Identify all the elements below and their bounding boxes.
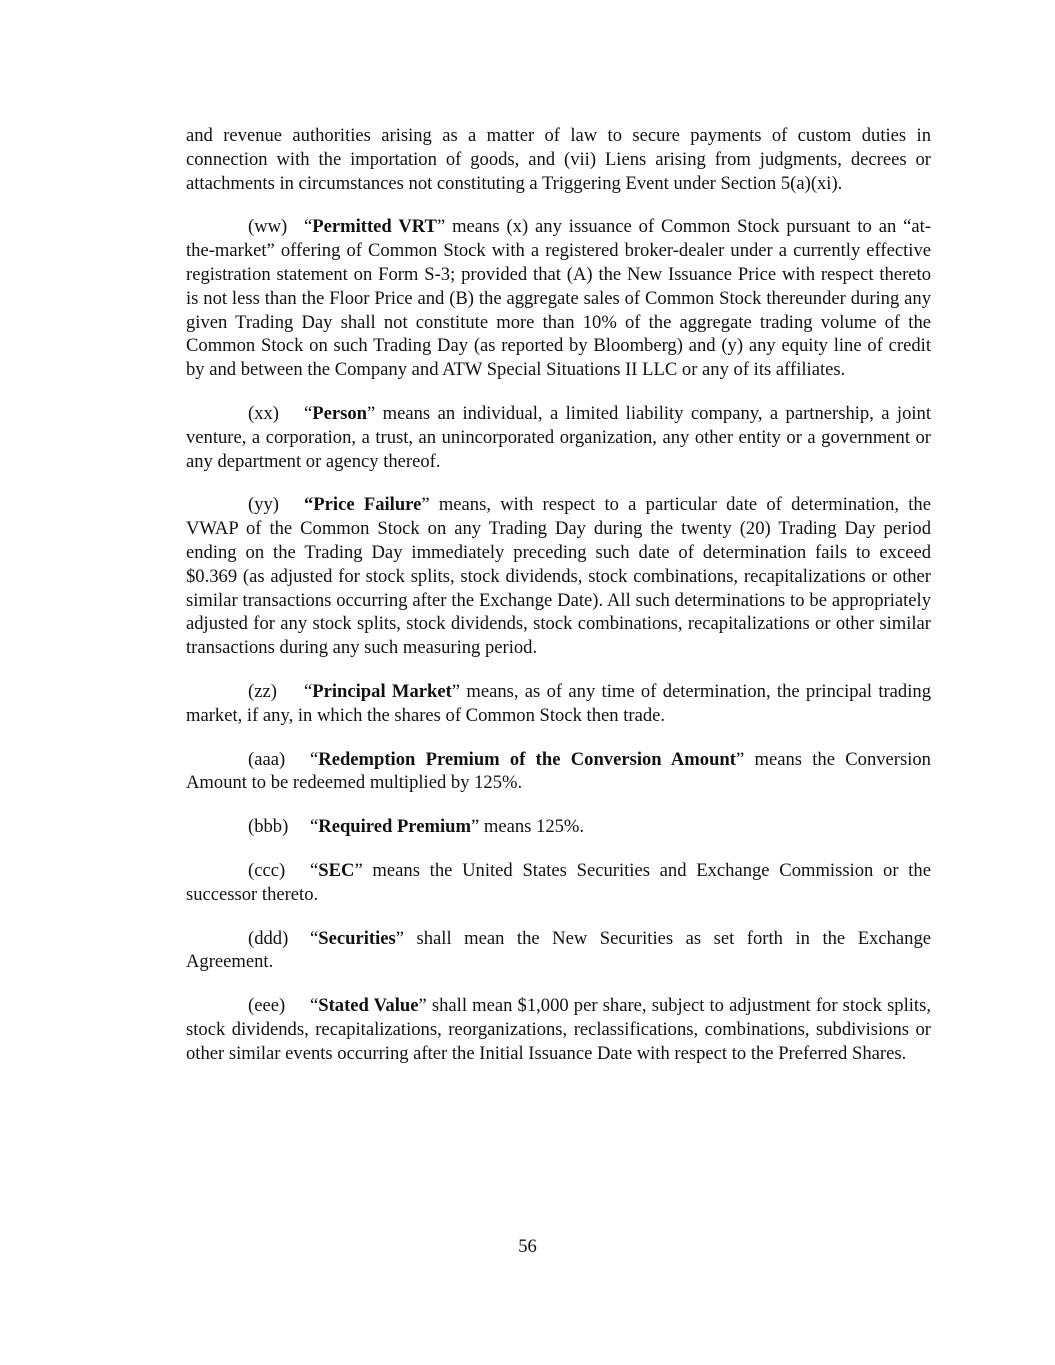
document-page (186, 124, 931, 1086)
defined-term: “Price Failure (304, 494, 422, 516)
definition-text: ” means an individual, a limited liability company, a partnership, a joint venture, a corporation, a trust, an unincorporated organization, any other entity or a government or any department or agency thereof. (186, 402, 931, 472)
definition-text: ” shall mean $1,000 per share, subject to adjustment for stock splits, stock dividends, recapitalizations, reorganizations, reclassifications, combinations, subdivisions or other similar events occurring after the Initial Issuance Date with respect to the Preferred Shares. (186, 995, 931, 1064)
defined-term: Redemption Premium of the Conversion Amount (318, 748, 736, 770)
section-number: (ww) (248, 216, 288, 238)
continuation-paragraph (186, 124, 931, 195)
definition-required-premium (186, 815, 931, 839)
section-number: (zz) (248, 680, 277, 702)
defined-term: Stated Value (318, 995, 419, 1017)
section-number: (ccc) (248, 859, 286, 881)
defined-term: Permitted VRT (312, 216, 437, 238)
page-number: 56 (518, 1236, 537, 1257)
defined-term: Person (312, 402, 368, 424)
open-quote: “ (304, 402, 313, 424)
section-number: (aaa) (248, 748, 286, 770)
open-quote: “ (310, 927, 319, 949)
section-number: (xx) (248, 402, 279, 424)
section-number: (bbb) (248, 816, 289, 838)
definition-price-failure (186, 493, 931, 660)
definition-sec (186, 859, 931, 907)
section-number: (ddd) (248, 927, 289, 949)
section-number: (eee) (248, 995, 286, 1017)
definition-text: ” means (x) any issuance of Common Stock pursuant to an “at-the-market” offering of Common Stock with a registered broker-dealer under a currently effective registration statement on Form S-3; provided that (A) the New Issuance Price with respect thereto is not less than the Floor Price and (B) the aggregate sales of Common Stock thereunder during any given Trading Day shall not constitute more than 10% of the aggregate trading volume of the Common Stock on such Trading Day (as reported by Bloomberg) and (y) any equity line of credit by and between the Company and ATW Special Situations II LLC or any of its affiliates. (186, 216, 932, 381)
paragraph-text: and revenue authorities arising as a matter of law to secure payments of custom duties in connection with the importation of goods, and (vii) Liens arising from judgments, decrees or attachments in circumstances not constituting a Triggering Event under Section 5(a)(xi). (186, 125, 931, 194)
definition-text: ” means 125%. (470, 816, 585, 838)
definition-text: ” means the United States Securities and Exchange Commission or the successor thereto. (186, 859, 931, 905)
definition-text: ” means the Conversion Amount to be redeemed multiplied by 125%. (186, 748, 931, 794)
defined-term: Required Premium (318, 816, 471, 838)
open-quote: “ (304, 216, 313, 238)
open-quote: “ (310, 995, 319, 1017)
open-quote: “ (310, 859, 319, 881)
definition-text: ” shall mean the New Securities as set forth in the Exchange Agreement. (186, 927, 931, 973)
section-number: (yy) (248, 494, 279, 516)
definition-principal-market (186, 680, 931, 728)
defined-term: Securities (318, 927, 396, 949)
defined-term: SEC (318, 859, 355, 881)
definition-securities (186, 927, 931, 975)
defined-term: Principal Market (312, 680, 452, 702)
open-quote: “ (310, 816, 319, 838)
definition-person (186, 402, 931, 473)
definition-text: ” means, with respect to a particular date of determination, the VWAP of the Common Stock on any Trading Day during the twenty (20) Trading Day period ending on the Trading Day immediately preceding such date of determination fails to exceed $0.369 (as adjusted for stock splits, stock dividends, stock combinations, recapitalizations or other similar transactions occurring after the Exchange Date). All such determinations to be appropriately adjusted for any stock splits, stock dividends, stock combinations, recapitalizations or other similar transactions during any such measuring period. (186, 494, 931, 659)
definition-text: ” means, as of any time of determination, the principal trading market, if any, in which the shares of Common Stock then trade. (186, 680, 931, 726)
definition-stated-value (186, 994, 931, 1065)
definition-redemption-premium (186, 748, 931, 796)
definition-permitted-vrt (186, 215, 931, 382)
open-quote: “ (304, 680, 313, 702)
open-quote: “ (310, 748, 319, 770)
